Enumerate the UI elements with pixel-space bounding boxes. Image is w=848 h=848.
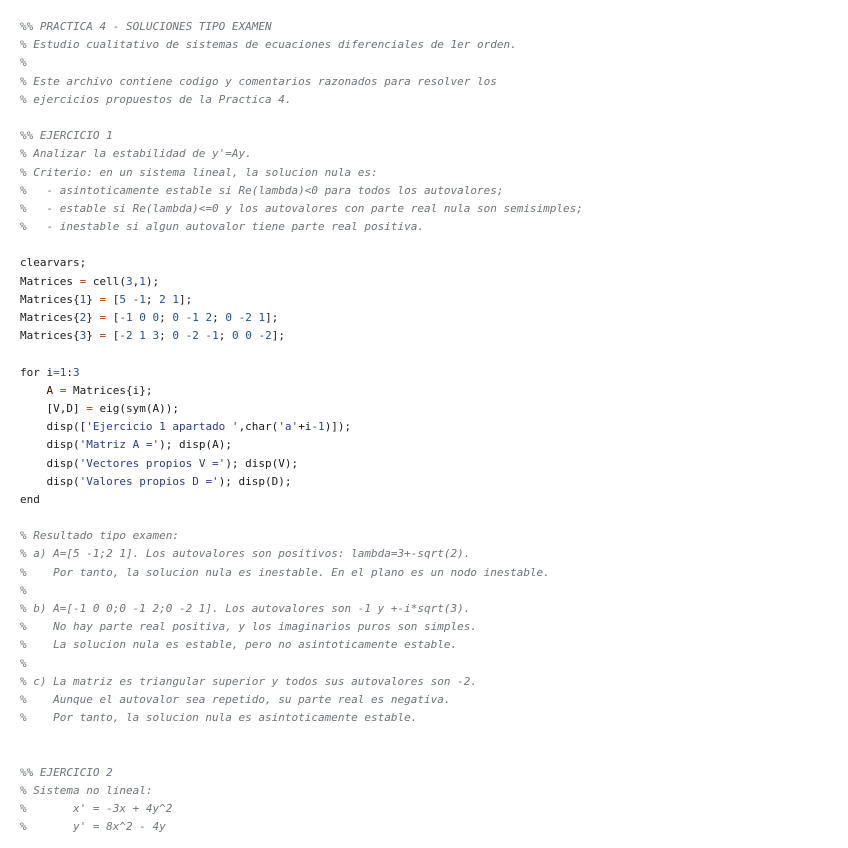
comment-line[interactable]: % Por tanto, la solucion nula es inestable. En el plano es un nodo inestable. bbox=[20, 565, 550, 579]
code-line[interactable]: Matrices{2} = [-1 0 0; 0 -1 2; 0 -2 1]; bbox=[20, 311, 279, 324]
code-line[interactable]: [V,D] = eig(sym(A)); bbox=[20, 401, 179, 415]
blank-line[interactable] bbox=[20, 727, 848, 745]
comment-line[interactable]: % - inestable si algun autovalor tiene parte real positiva. bbox=[20, 220, 424, 234]
comment-line[interactable]: % No hay parte real positiva, y los imaginarios puros son simples. bbox=[20, 620, 477, 634]
code-line[interactable]: disp(['Ejercicio 1 apartado ',char('a'+i-1)]); bbox=[20, 420, 352, 434]
comment-line[interactable]: % Estudio cualitativo de sistemas de ecuaciones diferenciales de 1er orden. bbox=[20, 38, 517, 52]
comment-line[interactable]: % Criterio: en un sistema lineal, la solucion nula es: bbox=[20, 165, 378, 179]
code-line[interactable]: disp('Matriz A ='); disp(A); bbox=[20, 438, 232, 452]
comment-line[interactable]: %% PRACTICA 4 - SOLUCIONES TIPO EXAMEN bbox=[20, 20, 272, 33]
comment-line[interactable]: % Este archivo contiene codigo y comentarios razonados para resolver los bbox=[20, 74, 497, 88]
blank-line[interactable] bbox=[20, 236, 848, 254]
code-line[interactable]: clearvars; bbox=[20, 256, 87, 270]
blank-line[interactable] bbox=[20, 509, 848, 527]
comment-line[interactable]: % Por tanto, la solucion nula es asintoticamente estable. bbox=[20, 711, 418, 725]
code-line[interactable]: A = Matrices{i}; bbox=[20, 383, 153, 397]
comment-line[interactable]: %% EJERCICIO 2 bbox=[20, 765, 113, 779]
comment-line[interactable]: % c) La matriz es triangular superior y todos sus autovalores son -2. bbox=[20, 674, 477, 688]
comment-line[interactable]: % - asintoticamente estable si Re(lambda)<0 para todos los autovalores; bbox=[20, 183, 504, 197]
comment-line[interactable]: % x' = -3x + 4y^2 bbox=[20, 802, 173, 816]
comment-line[interactable]: % y' = 8x^2 - 4y bbox=[20, 820, 166, 834]
comment-line[interactable]: % Resultado tipo examen: bbox=[20, 529, 179, 543]
blank-line[interactable] bbox=[20, 345, 848, 363]
comment-line[interactable]: % Sistema no lineal: bbox=[20, 783, 153, 797]
code-line[interactable]: end bbox=[20, 492, 40, 506]
comment-line[interactable]: % bbox=[20, 656, 27, 670]
comment-line[interactable]: % - estable si Re(lambda)<=0 y los autovalores con parte real nula son semisimples; bbox=[20, 201, 583, 215]
code-line[interactable]: Matrices{1} = [5 -1; 2 1]; bbox=[20, 292, 193, 306]
blank-line[interactable] bbox=[20, 109, 848, 127]
comment-line[interactable]: % Analizar la estabilidad de y'=Ay. bbox=[20, 147, 252, 161]
code-line[interactable]: disp('Vectores propios V ='); disp(V); bbox=[20, 456, 299, 470]
comment-line[interactable]: % bbox=[20, 583, 27, 597]
comment-line[interactable]: % La solucion nula es estable, pero no asintoticamente estable. bbox=[20, 638, 458, 652]
comment-line[interactable]: % b) A=[-1 0 0;0 -1 2;0 -2 1]. Los autovalores son -1 y +-i*sqrt(3). bbox=[20, 602, 471, 615]
comment-line[interactable]: %% EJERCICIO 1 bbox=[20, 129, 113, 143]
comment-line[interactable]: % bbox=[20, 56, 27, 70]
comment-line[interactable]: % ejercicios propuestos de la Practica 4. bbox=[20, 92, 292, 106]
comment-line[interactable]: % Aunque el autovalor sea repetido, su parte real es negativa. bbox=[20, 692, 451, 706]
blank-line[interactable] bbox=[20, 746, 848, 764]
code-line[interactable]: disp('Valores propios D ='); disp(D); bbox=[20, 474, 292, 488]
code-line[interactable]: Matrices{3} = [-2 1 3; 0 -2 -1; 0 0 -2]; bbox=[20, 329, 285, 343]
code-line[interactable]: Matrices = cell(3,1); bbox=[20, 274, 160, 288]
comment-line[interactable]: % a) A=[5 -1;2 1]. Los autovalores son positivos: lambda=3+-sqrt(2). bbox=[20, 547, 471, 561]
code-line[interactable]: for i=1:3 bbox=[20, 365, 80, 379]
